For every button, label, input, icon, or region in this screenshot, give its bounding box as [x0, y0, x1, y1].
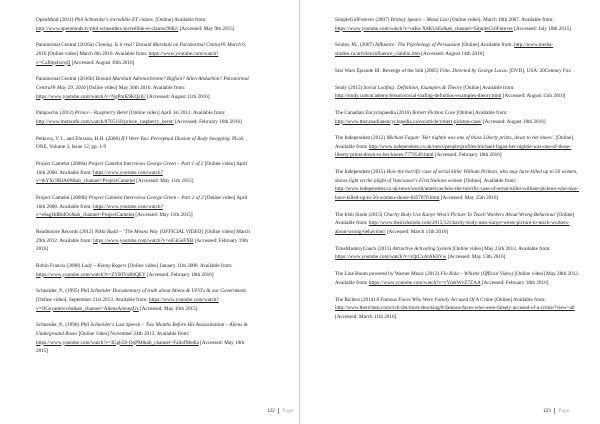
reference-author: Study (2015): [335, 84, 364, 91]
reference-link[interactable]: http://www.thecanadianencyclopedia.ca/en/article/robert-pickton-case/: [335, 118, 482, 125]
reference-author: Patajoschu (2012): [36, 110, 75, 117]
reference-accessed: [Accessed: May 25th 2016]: [439, 195, 499, 202]
reference-link[interactable]: http://study.com/academy/lesson/social-loafing-definition-examples-theory.html: [335, 93, 502, 100]
reference-entry: [335, 270, 580, 287]
reference-author: Robin Francis (2008): [36, 262, 82, 269]
reference-title: Lady – Kenny Rogers: [81, 262, 127, 269]
reference-source: [Online video] April 1st 2012. Available from:: [127, 110, 226, 117]
reference-accessed: [Accessed: May 11th 2015]: [134, 212, 193, 219]
reference-title: Film. Directed by George Lucas.: [439, 67, 509, 74]
reference-author: Petkova, V. I., and Ehrsson, H.H. (2008): [36, 135, 122, 142]
reference-author: Project Camelot (2008a): [36, 161, 89, 168]
reference-author: The Line Boom powered by Warner Music (2012): [335, 271, 441, 278]
reference-link[interactable]: https://www.youtube.com/watch?v=ZYBfYsR0QEY: [36, 271, 146, 278]
reference-entry: [335, 168, 580, 202]
reference-author: Soules, M., (2007): [335, 42, 376, 49]
reference-accessed: [Accessed: February 18th 2016]: [480, 279, 549, 286]
page-label: Page: [282, 408, 294, 414]
right-page: [300, 0, 600, 424]
reference-author: TimeMasteryCoach (2013): [335, 245, 393, 252]
reference-title: Prince – Raspberry Beret: [74, 110, 128, 117]
reference-title: Phil Schneider's incredible ET claims: [74, 17, 153, 23]
reference-accessed: [Accessed: February 16th 2016]: [173, 118, 242, 125]
reference-accessed: [Accessed: August 11th 2016]: [145, 93, 210, 100]
reference-link[interactable]: https://www.youtube.com/watch?v=eSsgHdBidOc&ab_channel=ProjectCamelot: [36, 203, 163, 219]
reference-title: Phil Schneider Documentary of truth about Aliens & UFO's & our Government: [80, 288, 246, 295]
reference-title: Donald Marshall Adrenochrome? Bigfoot? Alien Abduction? Paranormal Central® May 29, 2016: [36, 76, 249, 91]
reference-entry: [335, 84, 580, 101]
reference-link[interactable]: http://www.metacafe.com/watch/8705118/prince_raspberry_beret/: [36, 118, 174, 125]
reference-accessed: [Accessed: August 18th 2016]: [481, 118, 546, 125]
reference-source: [Online video] May 25th 2013. Available from:: [451, 245, 551, 252]
reference-entry: [36, 194, 250, 220]
reference-source: [Online video] April 16th 2008. Available from:: [36, 161, 248, 176]
footer-divider: [278, 408, 279, 414]
reference-author: Star Wars Episode III: Revenge of the Sith (2005): [335, 67, 440, 74]
reference-entry: [36, 75, 250, 101]
reference-source: [Online]. Available from:: [462, 177, 517, 184]
reference-accessed: [Accessed: February 18th 2016]: [145, 271, 214, 278]
reference-title: How the horrific case of serial killer William Pickton, who may have killed up to 50 women, shows light on the plight of Vancouver's First Nations women: [335, 169, 578, 184]
reference-source: [DVD]. USA: 20Century Fox: [508, 67, 571, 74]
reference-source: [Online video] November 24th 2013. Available from:: [77, 330, 190, 337]
reference-author: Readmoore Records (2012): [36, 229, 95, 235]
reference-entry: [335, 41, 580, 58]
reference-entry: [335, 16, 580, 33]
reference-author: The Independent (2012): [335, 135, 387, 142]
reference-accessed: [Accessed: August 15th 2016]: [501, 93, 566, 100]
reference-entry: [36, 228, 250, 254]
reference-source: [Online video] March 29th 2012. Available from:: [36, 229, 250, 244]
page-label: Page: [558, 408, 570, 414]
reference-author: Schneider, P., (1996): [36, 322, 81, 329]
page-footer: [267, 408, 294, 414]
reference-author: SimpleGirlForever (2007): [335, 17, 391, 23]
reference-title: Charity Body Use Kanye West's Picture To Teach Workers About Wrong Behaviour: [383, 211, 556, 218]
reference-entry: [335, 109, 580, 126]
reference-accessed: [Accessed: August 14th 2016]: [420, 50, 484, 57]
reference-entry: [36, 16, 250, 33]
reference-entry: [36, 160, 250, 186]
reference-source: [Online video] May 28th 2012. Available from:: [335, 271, 580, 286]
reference-title: Cloning. Is it real? Donald Marshall on Paranormal Central® March 6, 2016: [36, 42, 247, 57]
reference-author: The Richest (2014): [335, 296, 377, 303]
reference-author: Paranormal Central (2016a): [36, 42, 96, 49]
reference-author: Schneider, P., (1995): [36, 288, 81, 295]
reference-title: Flo Rida – Whistle (Official Video): [440, 271, 514, 278]
reference-source: [Online] Available from:: [460, 42, 515, 49]
reference-accessed: [Accessed: May 9th 2015]: [178, 25, 235, 32]
reference-source: [Online] Available from:: [455, 109, 508, 116]
reference-accessed: [Accessed: July 18th 2015]: [512, 25, 571, 32]
reference-link[interactable]: https://www.youtube.com/watch?v=osKe XdKUsEs&ab_channel=SimpleGirlForever: [335, 25, 513, 32]
page-footer: [543, 408, 570, 414]
reference-entry: [335, 245, 580, 262]
reference-title: Britney Spears – Mona Lisa: [390, 17, 449, 23]
reference-title: Social Loafing: Definition, Examples & Theory: [363, 84, 463, 91]
page-number: 123: [542, 408, 551, 414]
reference-title: Robert Pickton Case: [412, 109, 456, 116]
reference-entry: [335, 296, 580, 322]
reference-source: . PLoS ONE, Volume 3, Issue 12, pp. 1-9: [36, 135, 244, 151]
reference-title: Influence: The Psychology of Persuasion: [375, 42, 461, 49]
reference-list: [36, 16, 250, 356]
reference-author: The Irish Sindo (2015): [335, 211, 384, 218]
reference-title: Nikki Budd – "The Means Way [OFFICIAL VIDEO]: [94, 229, 204, 235]
reference-link[interactable]: http://www.therichest.com/rich-list/most-shocking/8-famous-faces-who-were-falsely-accused-of-a-crime/?view=all: [335, 305, 575, 312]
reference-entry: [335, 67, 580, 76]
reference-author: Paranormal Central (2016b): [36, 76, 96, 83]
reference-author: OpenMind (2011): [36, 17, 75, 23]
reference-source: [Online] Available from:: [493, 296, 546, 303]
reference-source: [Online video] March 8th 2016. Available from:: [46, 50, 149, 57]
reference-link[interactable]: https://www.youtube.com/watch?v=cYmkWvZ7ZAA: [368, 279, 481, 286]
reference-accessed: [Accessed: March 11th 2016]: [385, 229, 449, 235]
reference-entry: [335, 211, 580, 237]
reference-link[interactable]: http://www.theirishsindo.com/2015/12/charity-body-uses-kanye-wests-picture-to-teach-workers-about-wrong-behaviour/: [335, 220, 570, 235]
reference-source: . [Online]. Available from:: [335, 135, 575, 150]
reference-link[interactable]: http://www.openminds.tv/phil-schneiders-incredible-et-claims/9882/: [36, 25, 179, 32]
reference-source: [Online] Available from:: [335, 211, 575, 227]
reference-accessed: [Accessed: February 19th 2016]: [36, 237, 248, 253]
reference-source: [Online] Available from:: [462, 84, 515, 91]
reference-title: If I Were You: Perceptual Illusion of Body Swapping: [121, 135, 230, 142]
reference-link[interactable]: https://www.youtube.com/watch?v=eiGk5eFXB: [93, 237, 194, 244]
reference-link[interactable]: https://www.youtube.com/watch?v=NgPmK9KQziU: [36, 93, 146, 100]
reference-source: . [Online] Available from:: [152, 17, 207, 23]
reference-list: [335, 16, 580, 321]
reference-accessed: [Accessed: March 11th 2016]: [335, 313, 397, 320]
reference-source: [Online video] January 11th 2008. Available from:: [126, 262, 233, 269]
reference-accessed: [Accessed: February 18th 2016]: [433, 152, 502, 159]
footer-divider: [554, 408, 555, 414]
reference-accessed: [Accessed: August 10th 2016]: [70, 59, 135, 66]
reference-link[interactable]: http://www.media-studies.ca/articles/influence_cialdini.htm: [335, 42, 554, 57]
reference-source: [Online video] April 16th 2008. Available from:: [36, 195, 248, 210]
reference-author: Project Camelot (2008b): [36, 195, 89, 202]
reference-link[interactable]: http://www.independent.co.uk/news/world/americas/how-the-horrific-case-of-serial-killer-william-pickton-who-may-have-killed-up-to-50-women-shone-8457870.html: [335, 186, 580, 202]
reference-entry: [36, 41, 250, 67]
reference-title: Project Camelot Interviews George Green – Part 1 of 2: [88, 161, 204, 168]
reference-entry: [36, 321, 250, 355]
reference-accessed: [Accessed: May 13th 2016]: [446, 254, 506, 261]
reference-entry: [36, 109, 250, 126]
reference-link[interactable]: https://www.youtube.com/watch?v=CzJbtp4wrqQ: [36, 50, 219, 66]
reference-title: Phil Schneider's Last Speech – Two Months Before His Assassination – Aliens & Underground Bases: [36, 322, 248, 337]
reference-entry: [36, 262, 250, 279]
reference-link[interactable]: http://www.independent.co.uk/news/people/profiles/michael-fagan-her-nightie-was-one-of-those-liberty-prints-down-to-her-knees-7779549.html: [335, 143, 572, 159]
reference-link[interactable]: https://www.youtube.com/watch?v=zQtCxAtAKbVw: [335, 254, 447, 261]
reference-link[interactable]: https://www.youtube.com/watch?v=OGeyamtwvdu&ab_channel=AliensAmongUs: [36, 296, 219, 312]
reference-link[interactable]: https://www.youtube.com/watch?v=thYXc9BIA0#&ab_channel=ProjectCamelot: [36, 169, 163, 185]
reference-title: Project Camelot Interviews George Green – Part 2 of 2: [88, 195, 204, 202]
reference-entry: [335, 134, 580, 160]
reference-author: The Canadian Encyclopaedia (2016): [335, 109, 413, 116]
reference-author: The Independent (2015): [335, 169, 387, 176]
reference-source: . [Online video]. September 21st 2013. Available from:: [36, 288, 248, 303]
reference-accessed: [Accessed: May 10th 2015]: [138, 305, 198, 312]
reference-title: 8 Famous Faces Who Were Falsely Accused Of A Crime: [376, 296, 494, 303]
reference-entry: [36, 287, 250, 313]
reference-link[interactable]: https://www.youtube.com/watch?v=IGgb50-OqPM&ab_channel=FallofMedia: [36, 339, 199, 346]
reference-title: Attractive Activating System: [392, 245, 452, 252]
reference-source: [Online video]. March 18th 2007. Available from:: [448, 17, 554, 23]
reference-source: [Online video] May 30th 2016. Available from:: [85, 84, 186, 91]
reference-accessed: [Accessed: May 10th 2015]: [36, 339, 245, 355]
page-number: 122: [266, 408, 275, 414]
reference-entry: [36, 135, 250, 152]
reference-accessed: [Accessed: May 11th 2015]: [134, 178, 194, 185]
reference-title: Michael Fagan: 'Her nightie was one of those Liberty prints, down to her knees': [386, 135, 553, 142]
